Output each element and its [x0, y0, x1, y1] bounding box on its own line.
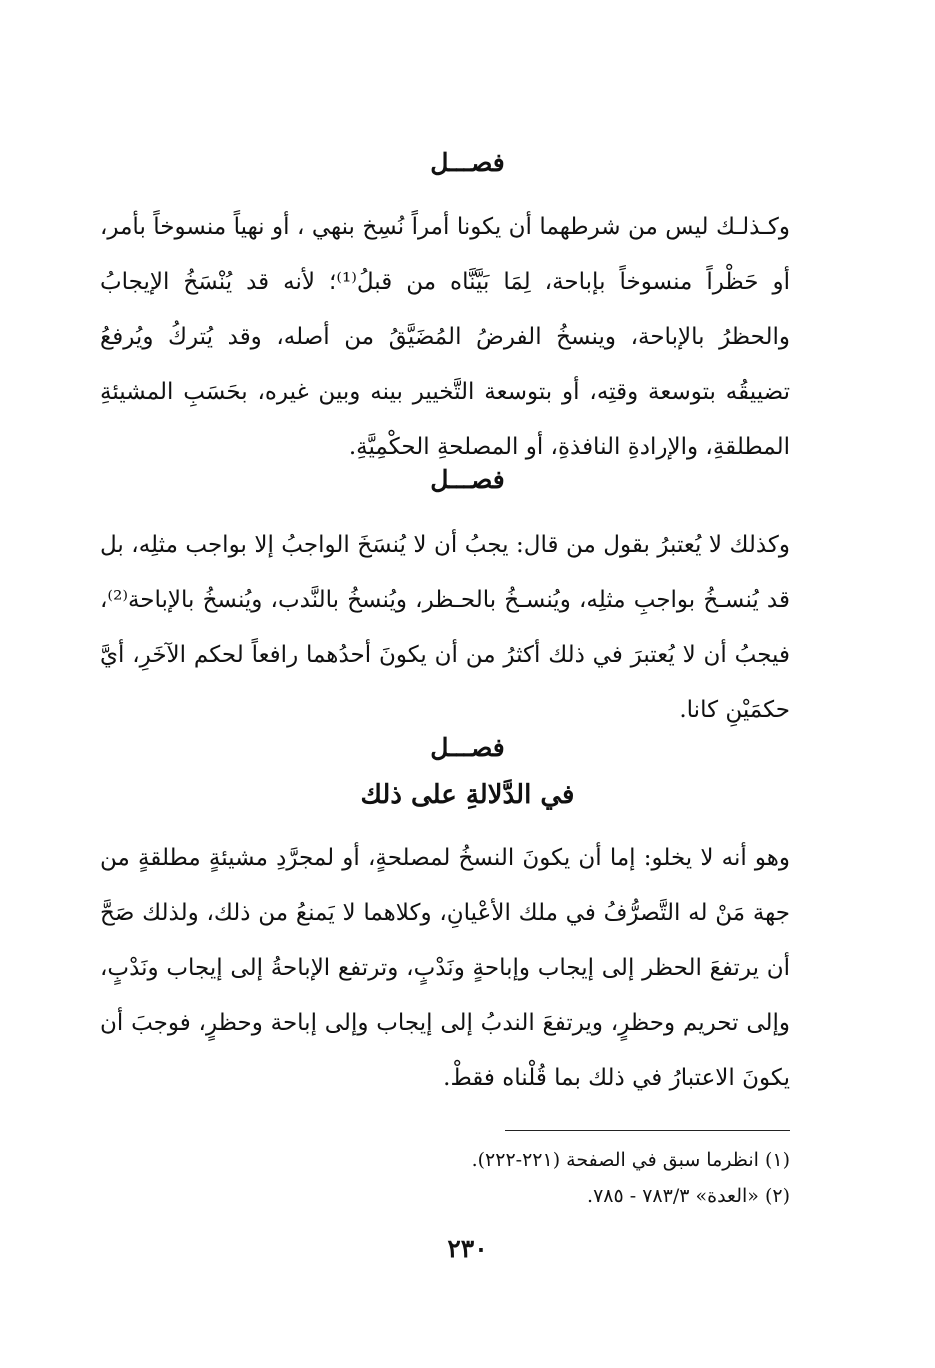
footnote-2: (٢) «العدة» ٧٨٣/٣ - ٧٨٥. — [587, 1185, 790, 1207]
section-heading-1: فصـــل — [430, 148, 505, 177]
section-paragraph-2: وكذلك لا يُعتبرُ بقول من قال: يجبُ أن لا يُنسَخَ الواجبُ إلا بواجب مثلِه، بل قد يُنسـخُ بواجبِ مثلِه، ويُنسـخُ بالحـظر، ويُنسخُ بالنَّدب، ويُنسخُ بالإباحة⁽²⁾، فيجبُ أن لا يُعتبرَ في ذلك أكثرُ من أن يكونَ أحدُهما رافعاً لحكم الآخَرِ، أيَّ حكمَيْنِ كانا. — [100, 532, 790, 723]
section-paragraph-1: وكـذلـك ليس من شرطهما أن يكونا أمراً نُسِخ بنهي ، أو نهياً منسوخاً بأمر، أو حَظْراً منسوخاً بإباحة، لِمَا بَيَّنَّاه من قبلُ⁽¹⁾؛ لأنه قد يُنْسَخُ الإيجابُ والحظرُ بالإباحة، وينسخُ الفرضُ المُضَيَّقُ من أصله، وقد يُتركُ ويُرفعُ تضييقُه بتوسعة وقتِه، أو بتوسعة التَّخيير بينه وبين غيره، بحَسَبِ المشيئةِ المطلقةِ، والإرادةِ النافذةِ، أو المصلحةِ الحكْمِيَّةِ. — [100, 214, 791, 460]
section-heading-3: فصـــل — [430, 733, 505, 762]
section-paragraph-3: وهو أنه لا يخلو: إما أن يكونَ النسخُ لمصلحةٍ، أو لمجرَّدِ مشيئةٍ مطلقةٍ من جهة مَنْ له التَّصرُّفُ في ملك الأعْيانِ، وكلاهما لا يَمنعُ من ذلك، ولذلك صَحَّ أن يرتفعَ الحظر إلى إيجاب وإباحةٍ ونَدْبٍ، وترتفع الإباحةُ إلى إيجاب ونَدْبٍ، وإلى تحريم وحظرٍ، ويرتفعَ الندبُ إلى إيجاب وإلى إباحة وحظرٍ، فوجبَ أن يكونَ الاعتبارُ في ذلك بما قُلْناه فقطْ. — [100, 845, 790, 1091]
footnotes — [270, 1142, 790, 1214]
page-number: ٢٣٠ — [447, 1234, 488, 1263]
footnote-separator — [505, 1130, 790, 1131]
footnote-1: (١) انظرما سبق في الصفحة (٢٢١-٢٢٢). — [471, 1149, 790, 1171]
section-subheading-3: في الدَّلالةِ على ذلك — [360, 780, 575, 810]
section-heading-2: فصـــل — [430, 465, 505, 494]
